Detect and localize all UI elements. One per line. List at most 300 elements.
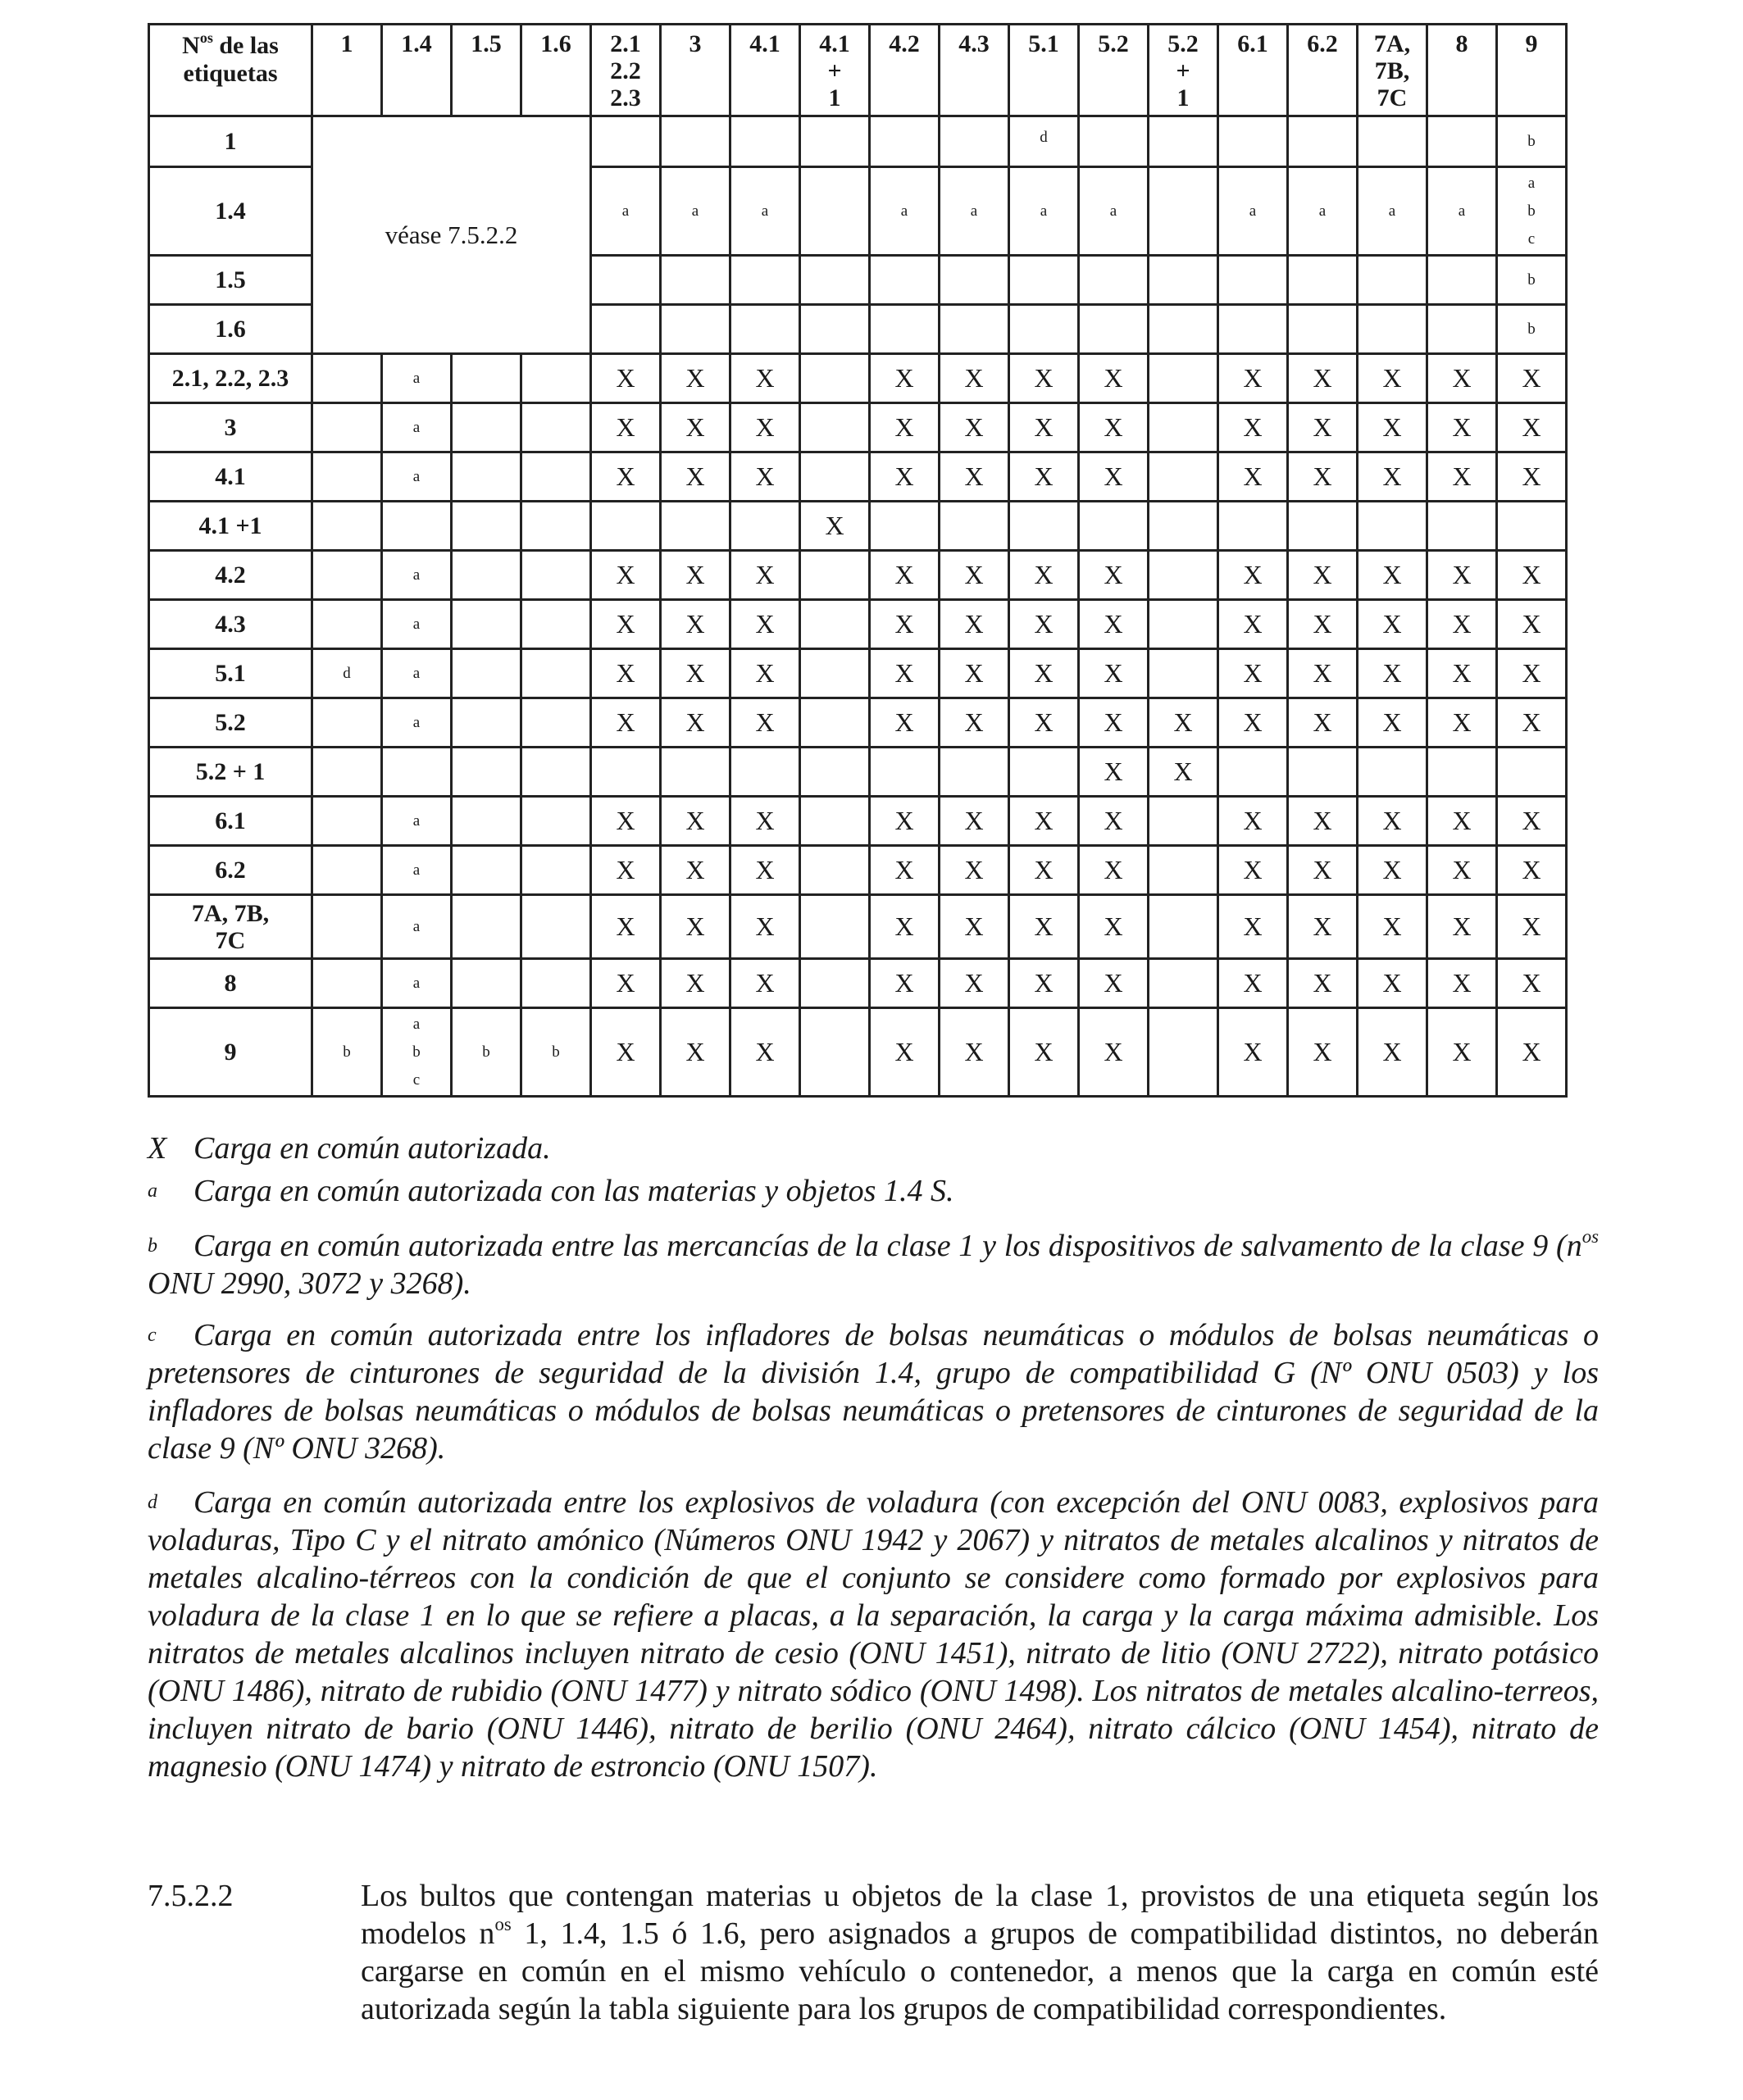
table-cell: [730, 502, 800, 551]
col-header-line: 6.1: [1237, 30, 1268, 57]
table-header-row: [149, 25, 1567, 116]
table-cell: X: [730, 797, 800, 846]
table-cell: [521, 797, 591, 846]
table-cell: [661, 116, 730, 167]
table-cell: X: [1427, 452, 1497, 502]
table-cell: X: [940, 1008, 1009, 1097]
table-cell: [452, 452, 521, 502]
table-cell: X: [1079, 748, 1149, 797]
table-cell: a: [870, 167, 940, 256]
col-header: [1149, 25, 1218, 116]
table-cell: X: [1497, 1008, 1567, 1097]
table-cell: X: [1009, 1008, 1079, 1097]
table-cell: X: [591, 698, 661, 748]
table-cell: X: [1427, 354, 1497, 403]
table-cell: [1358, 256, 1427, 305]
row-header: 9: [149, 1008, 312, 1097]
table-cell: [730, 305, 800, 354]
table-cell: [1009, 748, 1079, 797]
col-header-line: 1.5: [471, 30, 502, 57]
table-cell: X: [1009, 452, 1079, 502]
table-cell: X: [1079, 846, 1149, 895]
table-cell: [1218, 116, 1288, 167]
cell-note-mark: a: [412, 1015, 421, 1033]
table-cell: [661, 305, 730, 354]
col-header: [1288, 25, 1358, 116]
table-cell: X: [661, 452, 730, 502]
col-header: [382, 25, 452, 116]
table-cell: X: [1079, 403, 1149, 452]
table-cell: X: [730, 698, 800, 748]
table-cell: X: [1288, 354, 1358, 403]
row-header: 5.2: [149, 698, 312, 748]
table-cell: [1149, 846, 1218, 895]
table-cell: [382, 1008, 452, 1097]
col-header-line: 9: [1525, 30, 1538, 57]
table-cell: X: [1009, 698, 1079, 748]
table-cell: X: [800, 502, 870, 551]
table-cell: X: [1288, 403, 1358, 452]
table-cell: [661, 502, 730, 551]
table-cell: X: [661, 698, 730, 748]
row-header: 2.1, 2.2, 2.3: [149, 354, 312, 403]
note-b: [148, 1227, 1599, 1302]
table-cell: X: [940, 403, 1009, 452]
table-cell: [1149, 354, 1218, 403]
table-cell: [521, 895, 591, 959]
table-cell: [591, 116, 661, 167]
col-header-line: 8: [1455, 30, 1468, 57]
table-cell: [800, 698, 870, 748]
table-cell: [1427, 502, 1497, 551]
table-cell: X: [870, 600, 940, 649]
table-cell: X: [1288, 452, 1358, 502]
table-cell: [940, 256, 1009, 305]
table-cell: X: [870, 551, 940, 600]
table-cell: a: [382, 403, 452, 452]
table-cell: X: [1427, 797, 1497, 846]
col-header-line: 5.2: [1167, 30, 1199, 57]
table-cell: [591, 305, 661, 354]
table-cell: X: [1009, 959, 1079, 1008]
table-cell: a: [382, 452, 452, 502]
table-cell: [1149, 167, 1218, 256]
table-cell: a: [382, 797, 452, 846]
table-cell: X: [1009, 354, 1079, 403]
cell-note-mark: c: [1527, 230, 1536, 248]
table-cell: X: [1497, 895, 1567, 959]
section-sup: os: [494, 1914, 512, 1935]
table-cell: X: [591, 452, 661, 502]
table-cell: [1288, 748, 1358, 797]
table-cell: X: [1288, 698, 1358, 748]
row-header: 4.2: [149, 551, 312, 600]
table-cell: X: [1427, 649, 1497, 698]
table-cell: X: [1427, 895, 1497, 959]
table-cell: [452, 551, 521, 600]
col-header-line: 4.1: [819, 30, 850, 57]
table-cell: [452, 748, 521, 797]
table-cell: X: [1358, 354, 1427, 403]
table-cell: [312, 797, 382, 846]
table-cell: a: [730, 167, 800, 256]
table-cell: [452, 846, 521, 895]
table-cell: [452, 959, 521, 1008]
table-cell: X: [591, 649, 661, 698]
table-cell: [1079, 116, 1149, 167]
col-header-line: 1: [340, 30, 353, 57]
table-cell: X: [1497, 959, 1567, 1008]
table-cell: [800, 256, 870, 305]
table-row: [149, 403, 1567, 452]
table-cell: X: [591, 354, 661, 403]
col-header: [940, 25, 1009, 116]
table-cell: X: [1218, 959, 1288, 1008]
table-row: [149, 116, 1567, 167]
table-row: [149, 959, 1567, 1008]
table-cell: [591, 256, 661, 305]
table-cell: [1149, 502, 1218, 551]
corner-de-las: de las: [212, 32, 279, 59]
row-header: 8: [149, 959, 312, 1008]
table-cell: X: [1218, 600, 1288, 649]
table-row: [149, 698, 1567, 748]
note-mark: b: [148, 1235, 157, 1257]
table-cell: X: [730, 649, 800, 698]
table-cell: X: [730, 1008, 800, 1097]
table-cell: X: [1079, 895, 1149, 959]
table-cell: X: [940, 698, 1009, 748]
table-cell: X: [940, 600, 1009, 649]
table-cell: X: [1218, 551, 1288, 600]
note-text: ONU 2990, 3072 y 3268).: [148, 1266, 471, 1301]
table-row: [149, 649, 1567, 698]
table-cell: X: [1079, 698, 1149, 748]
table-cell: [312, 895, 382, 959]
table-cell: a: [382, 600, 452, 649]
col-header: [1497, 25, 1567, 116]
table-cell: [521, 600, 591, 649]
table-cell: [312, 502, 382, 551]
table-cell: [1009, 502, 1079, 551]
table-cell: X: [1497, 354, 1567, 403]
table-cell: X: [1427, 959, 1497, 1008]
table-cell: X: [870, 403, 940, 452]
table-cell: X: [661, 551, 730, 600]
note-mark: d: [148, 1492, 157, 1513]
table-cell: [1009, 305, 1079, 354]
section-text-after: 1, 1.4, 1.5 ó 1.6, pero asignados a grupos de compatibilidad distintos, no deberán cargarse en común en el mismo vehículo o contenedor, a menos que la carga en común esté autorizada según la tabla siguiente para los grupos de compatibilidad correspondientes.: [361, 1916, 1599, 2026]
col-header-line: 7B,: [1374, 57, 1410, 84]
table-cell: a: [1358, 167, 1427, 256]
table-cell: [940, 502, 1009, 551]
table-cell: [1427, 116, 1497, 167]
table-cell: [1288, 305, 1358, 354]
table-cell: X: [730, 895, 800, 959]
table-cell: [800, 167, 870, 256]
table-cell: X: [730, 551, 800, 600]
table-cell: X: [591, 895, 661, 959]
col-header-line: +: [827, 57, 842, 84]
table-cell: X: [1288, 649, 1358, 698]
table-cell: X: [591, 1008, 661, 1097]
table-cell: X: [591, 403, 661, 452]
table-cell: [1288, 502, 1358, 551]
col-header: [1009, 25, 1079, 116]
row-header-line: 7C: [215, 926, 246, 954]
table-cell: a: [382, 959, 452, 1008]
table-cell: [730, 748, 800, 797]
table-cell: X: [1497, 403, 1567, 452]
col-header: [800, 25, 870, 116]
table-cell: [1149, 649, 1218, 698]
table-cell: [1358, 116, 1427, 167]
table-cell: X: [870, 354, 940, 403]
table-row: [149, 502, 1567, 551]
table-cell: X: [591, 600, 661, 649]
table-cell: X: [1497, 452, 1567, 502]
table-cell: X: [1079, 452, 1149, 502]
row-header: 1.4: [149, 167, 312, 256]
table-cell: [730, 116, 800, 167]
table-row: [149, 551, 1567, 600]
note-c: [148, 1316, 1599, 1467]
table-cell: X: [1079, 649, 1149, 698]
table-cell: b: [521, 1008, 591, 1097]
table-cell: [800, 895, 870, 959]
table-cell: [452, 649, 521, 698]
table-cell: X: [730, 403, 800, 452]
table-cell: [452, 600, 521, 649]
table-cell: [1288, 116, 1358, 167]
table-cell: [1358, 502, 1427, 551]
row-header-line: 7A, 7B,: [191, 899, 270, 927]
note-text: Carga en común autorizada con las materias y objetos 1.4 S.: [193, 1174, 954, 1208]
col-header-line: 7C: [1377, 84, 1408, 111]
table-cell: X: [1358, 452, 1427, 502]
table-cell: X: [1079, 600, 1149, 649]
table-cell: b: [1497, 305, 1567, 354]
table-cell: a: [1288, 167, 1358, 256]
table-cell: d: [1009, 116, 1079, 167]
table-cell: a: [661, 167, 730, 256]
cell-note-mark: b: [1527, 202, 1536, 220]
table-cell: [1149, 959, 1218, 1008]
table-cell: [521, 698, 591, 748]
table-cell: X: [1358, 797, 1427, 846]
table-cell: [800, 959, 870, 1008]
table-cell: X: [940, 895, 1009, 959]
table-cell: X: [661, 403, 730, 452]
table-cell: [800, 551, 870, 600]
col-header: [591, 25, 661, 116]
table-cell: [800, 600, 870, 649]
table-cell: X: [1009, 797, 1079, 846]
table-cell: X: [1497, 797, 1567, 846]
table-cell: X: [1288, 959, 1358, 1008]
table-cell: [870, 256, 940, 305]
table-cell: [1149, 452, 1218, 502]
col-header-line: 2.1: [610, 30, 641, 57]
table-cell: [1149, 600, 1218, 649]
table-cell: a: [1079, 167, 1149, 256]
table-cell: [312, 698, 382, 748]
table-cell: [661, 748, 730, 797]
table-cell: X: [1358, 649, 1427, 698]
table-cell: [521, 959, 591, 1008]
section-text: [361, 1877, 1599, 2028]
note-mark: X: [148, 1131, 167, 1166]
table-cell: X: [940, 959, 1009, 1008]
table-cell: X: [1358, 551, 1427, 600]
row-header: 5.1: [149, 649, 312, 698]
table-cell: [452, 895, 521, 959]
table-cell: X: [1079, 551, 1149, 600]
table-cell: X: [1358, 403, 1427, 452]
row-header: 4.3: [149, 600, 312, 649]
corner-etiquetas: etiquetas: [183, 60, 278, 87]
table-cell: [591, 748, 661, 797]
table-cell: X: [1358, 959, 1427, 1008]
table-cell: [800, 116, 870, 167]
table-cell: [1288, 256, 1358, 305]
table-cell: X: [661, 797, 730, 846]
table-cell: X: [1358, 698, 1427, 748]
table-cell: X: [940, 551, 1009, 600]
table-cell: [591, 502, 661, 551]
cell-note-mark: c: [412, 1070, 421, 1089]
col-header-line: 4.2: [889, 30, 920, 57]
table-cell: [800, 354, 870, 403]
table-cell: [800, 305, 870, 354]
note-mark: c: [148, 1325, 157, 1346]
table-cell: X: [870, 1008, 940, 1097]
table-cell: [1218, 305, 1288, 354]
table-cell: X: [1218, 698, 1288, 748]
table-cell: X: [1149, 698, 1218, 748]
col-header-line: 2.3: [610, 84, 641, 111]
table-cell: [312, 600, 382, 649]
table-cell: [870, 748, 940, 797]
table-cell: X: [870, 649, 940, 698]
table-cell: X: [1009, 600, 1079, 649]
row-header: 3: [149, 403, 312, 452]
table-cell: [1149, 895, 1218, 959]
table-cell: [452, 502, 521, 551]
table-cell: [800, 846, 870, 895]
table-cell: [521, 452, 591, 502]
table-cell: [800, 403, 870, 452]
row-header: 4.1 +1: [149, 502, 312, 551]
table-cell: [870, 502, 940, 551]
table-cell: X: [1427, 403, 1497, 452]
corner-n: N: [182, 32, 200, 59]
table-cell: X: [1288, 600, 1358, 649]
table-row: [149, 748, 1567, 797]
table-row: [149, 895, 1567, 959]
table-cell: [312, 748, 382, 797]
table-cell: a: [382, 895, 452, 959]
table-cell: [800, 452, 870, 502]
table-cell: [521, 748, 591, 797]
table-cell: X: [1288, 895, 1358, 959]
col-header-line: 1.4: [401, 30, 432, 57]
note-a: [148, 1172, 1599, 1210]
col-header-line: 6.2: [1307, 30, 1338, 57]
table-cell: X: [1218, 403, 1288, 452]
table-cell: X: [1079, 959, 1149, 1008]
col-header-line: 7A,: [1373, 30, 1411, 57]
table-cell: [870, 116, 940, 167]
table-cell: b: [1497, 256, 1567, 305]
table-cell: b: [312, 1008, 382, 1097]
table-cell: [521, 649, 591, 698]
table-cell: [1149, 1008, 1218, 1097]
table-cell: a: [1009, 167, 1079, 256]
table-cell: X: [1218, 649, 1288, 698]
table-cell: X: [1009, 551, 1079, 600]
table-cell: X: [1079, 797, 1149, 846]
note-text: Carga en común autorizada entre los explosivos de voladura (con excepción del ONU 0083, explosivos para voladuras, Tipo C y el nitrato amónico (Números ONU 1942 y 2067) y nitratos de metales alcalinos y nitratos de metales alcalino-térreos con la condición de que el conjunto se considere como formado por explosivos para voladura de la clase 1 en lo que se refiere a placas, a la separación, la carga y la carga máxima admisible. Los nitratos de metales alcalinos incluyen nitrato de cesio (ONU 1451), nitrato de litio (ONU 2722), nitrato potásico (ONU 1486), nitrato de rubidio (ONU 1477) y nitrato sódico (ONU 1498). Los nitratos de metales alcalino-terreos, incluyen nitrato de bario (ONU 1446), nitrato de berilio (ONU 2464), nitrato cálcico (ONU 1454), nitrato de magnesio (ONU 1474) y nitrato de estroncio (ONU 1507).: [148, 1485, 1599, 1784]
table-cell: X: [1009, 403, 1079, 452]
table-cell: [1218, 748, 1288, 797]
table-cell: [1079, 305, 1149, 354]
col-header-line: 5.1: [1028, 30, 1059, 57]
table-cell: [452, 797, 521, 846]
table-cell: [940, 116, 1009, 167]
table-cell: X: [1427, 600, 1497, 649]
table-cell: [1497, 748, 1567, 797]
table-cell: X: [1427, 698, 1497, 748]
table-cell: [1149, 551, 1218, 600]
table-cell: [1149, 403, 1218, 452]
table-cell: [1497, 167, 1567, 256]
table-cell: X: [1497, 649, 1567, 698]
table-cell: [382, 502, 452, 551]
table-cell: X: [870, 846, 940, 895]
table-cell: b: [452, 1008, 521, 1097]
table-cell: [1427, 305, 1497, 354]
col-header: [1218, 25, 1288, 116]
row-header: 6.2: [149, 846, 312, 895]
table-cell: X: [1218, 354, 1288, 403]
cell-note-mark: a: [1527, 174, 1536, 192]
table-cell: [730, 256, 800, 305]
cell-note-mark: b: [412, 1043, 421, 1061]
row-header: 1: [149, 116, 312, 167]
table-cell: X: [1149, 748, 1218, 797]
table-cell: [382, 748, 452, 797]
col-header: [312, 25, 382, 116]
table-cell: X: [1427, 1008, 1497, 1097]
table-cell: a: [382, 354, 452, 403]
merged-note-cell: véase 7.5.2.2: [312, 116, 591, 354]
row-header: [149, 895, 312, 959]
col-header-line: 3: [689, 30, 702, 57]
row-header: 1.6: [149, 305, 312, 354]
table-cell: [312, 551, 382, 600]
table-cell: X: [1497, 551, 1567, 600]
table-cell: [452, 354, 521, 403]
section-number: 7.5.2.2: [148, 1879, 234, 1913]
table-cell: [312, 846, 382, 895]
table-cell: X: [661, 959, 730, 1008]
table-cell: [452, 698, 521, 748]
table-cell: X: [1218, 895, 1288, 959]
table-cell: X: [940, 452, 1009, 502]
col-header: [1079, 25, 1149, 116]
table-cell: [312, 959, 382, 1008]
